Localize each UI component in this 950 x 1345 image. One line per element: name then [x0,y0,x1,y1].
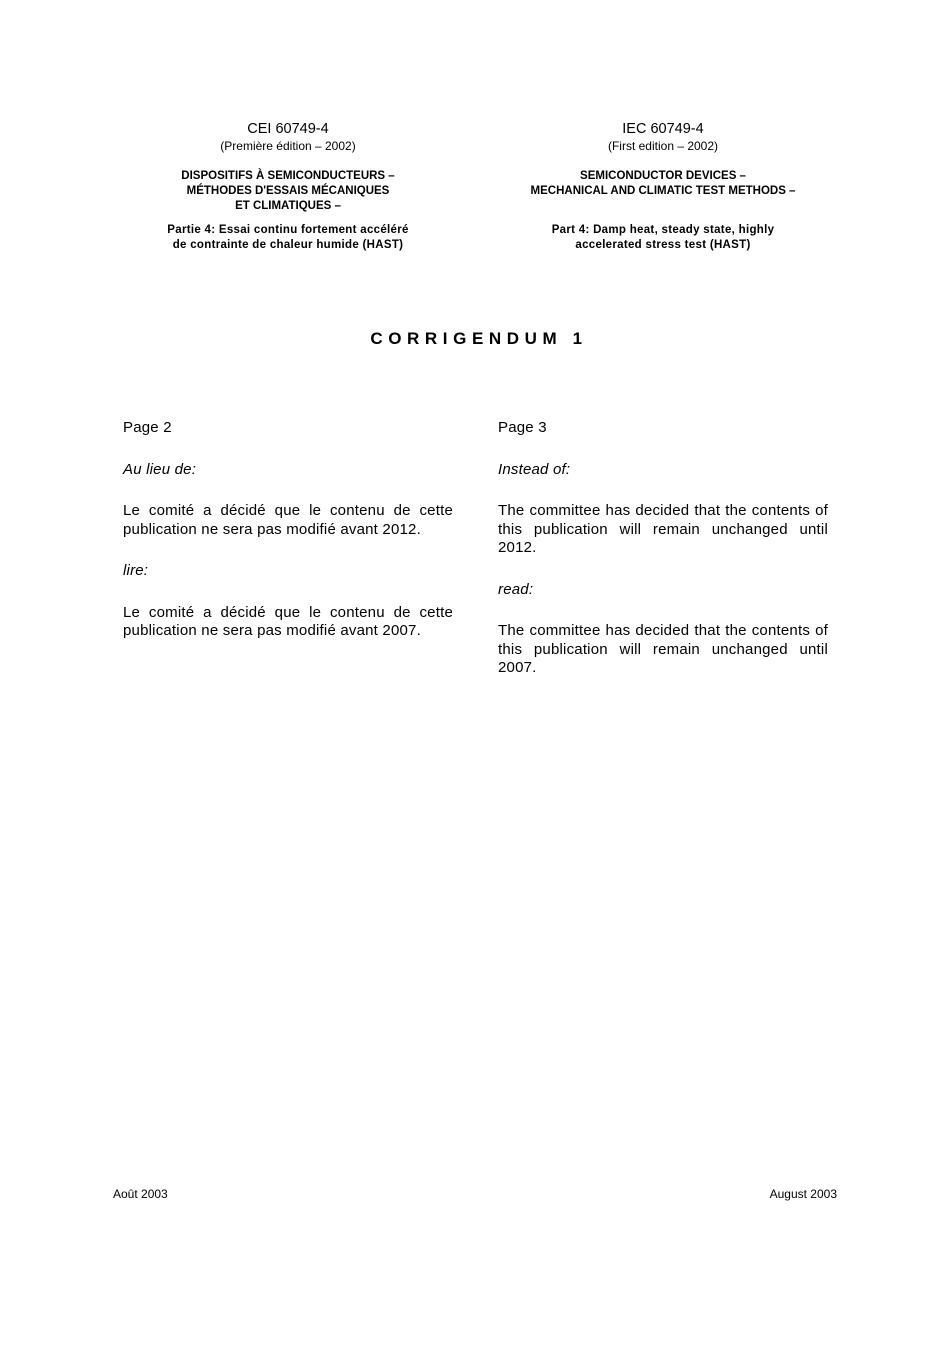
page-reference-fr: Page 2 [123,419,172,436]
original-text-en: The committee has decided that the contents of this publication will remain unchanged until 2012. [498,502,828,556]
main-title-en-line: MECHANICAL AND CLIMATIC TEST METHODS – [530,185,796,197]
edition-fr: (Première édition – 2002) [220,139,356,153]
header-english [498,121,828,253]
corrected-text-fr: Le comité a décidé que le contenu de cette publication ne sera pas modifié avant 2007. [123,603,453,639]
main-title-fr [128,169,448,214]
corrected-text-en: The committee has decided that the contents of this publication will remain unchanged until 2007. [498,622,828,676]
edition-en: (First edition – 2002) [607,139,719,153]
corrigendum-heading: CORRIGENDUM 1 [370,329,588,348]
main-title-fr-line: MÉTHODES D'ESSAIS MÉCANIQUES [186,185,390,197]
part-title-en-line: accelerated stress test (HAST) [575,239,751,251]
read-label-fr: lire: [123,562,149,579]
page-reference-en: Page 3 [498,419,547,436]
read-label-en: read: [498,580,534,598]
instead-of-label-en: Instead of: [498,460,571,478]
part-title-fr [128,223,448,253]
footer-date-fr: Août 2003 [113,1187,168,1201]
main-title-fr-line: ET CLIMATIQUES – [235,200,341,212]
part-title-en-line: Part 4: Damp heat, steady state, highly [551,224,775,236]
footer-date-en: August 2003 [769,1187,837,1201]
main-title-fr-line: DISPOSITIFS À SEMICONDUCTEURS – [181,170,395,182]
standard-number-en: IEC 60749-4 [622,121,704,137]
main-title-en-line: SEMICONDUCTOR DEVICES – [580,170,746,182]
original-text-fr: Le comité a décidé que le contenu de cette publication ne sera pas modifié avant 2012. [123,502,453,538]
header-french [128,121,448,253]
part-title-fr-line: de contrainte de chaleur humide (HAST) [172,239,404,251]
main-title-en [498,169,828,199]
body-french [123,419,453,664]
instead-of-label-fr: Au lieu de: [123,460,197,478]
part-title-en [498,223,828,253]
standard-number-fr: CEI 60749-4 [247,121,329,137]
body-english [498,419,828,701]
part-title-fr-line: Partie 4: Essai continu fortement accéléré [167,224,409,236]
